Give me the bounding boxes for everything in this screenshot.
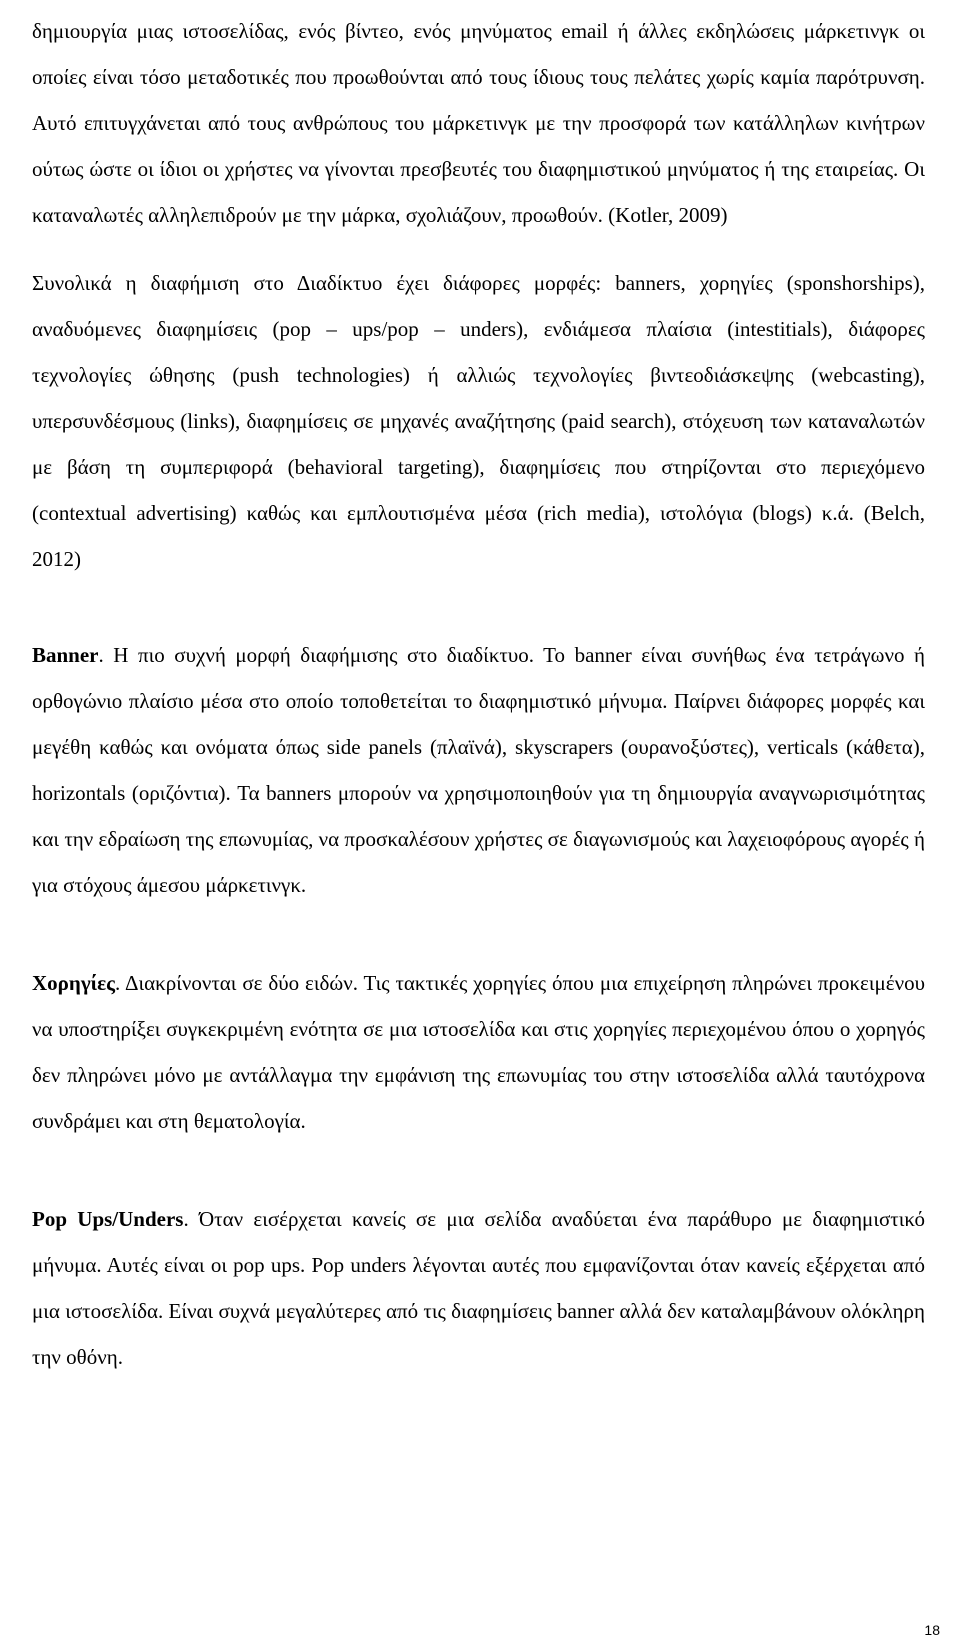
page-number: 18 — [924, 1622, 940, 1638]
document-body — [32, 8, 925, 1380]
paragraph-text: Συνολικά η διαφήμιση στο Διαδίκτυο έχει διάφορες μορφές: banners, χορηγίες (sponshorships), αναδυόμενες διαφημίσεις (pop – ups/pop – unders), ενδιάμεσα πλαίσια (intestitials), διάφορες τεχνολογίες ώθησης (push technologies) ή αλλιώς τεχνολογίες βιντεοδιάσκεψης (webcasting), υπερσυνδέσμους (links), διαφημίσεις σε μηχανές αναζήτησης (paid search), στόχευση των καταναλωτών με βάση τη συμπεριφορά (behavioral targeting), διαφημίσεις που στηρίζονται στο περιεχόμενο (contextual advertising) καθώς και εμπλουτισμένα μέσα (rich media), ιστολόγια (blogs) κ.ά. (Belch, 2012) — [32, 271, 925, 571]
paragraph-pop-ups-unders — [32, 1196, 925, 1380]
paragraph-text: . Η πιο συχνή μορφή διαφήμισης στο διαδίκτυο. Το banner είναι συνήθως ένα τετράγωνο ή ορθογώνιο πλαίσιο μέσα στο οποίο τοποθετείται το διαφημιστικό μήνυμα. Παίρνει διάφορες μορφές και μεγέθη καθώς και ονόματα όπως side panels (πλαϊνά), skyscrapers (ουρανοξύστες), verticals (κάθετα), horizontals (οριζόντια). Τα banners μπορούν να χρησιμοποιηθούν για τη δημιουργία αναγνωρισιμότητας και την εδραίωση της επωνυμίας, να προσκαλέσουν χρήστες σε διαγωνισμούς και λαχειοφόρους αγορές ή για στόχους άμεσου μάρκετινγκ. — [32, 643, 925, 897]
paragraph-banner — [32, 632, 925, 908]
term-heading: Χορηγίες — [32, 971, 115, 995]
paragraph-internet-advertising-forms — [32, 260, 925, 582]
paragraph-sponsorships — [32, 960, 925, 1144]
paragraph-viral-marketing — [32, 8, 925, 238]
paragraph-text: δημιουργία μιας ιστοσελίδας, ενός βίντεο, ενός μηνύματος email ή άλλες εκδηλώσεις μάρκετινγκ οι οποίες είναι τόσο μεταδοτικές που προωθούνται από τους ίδιους τους πελάτες χωρίς καμία παρότρυνση. Αυτό επιτυγχάνεται από τους ανθρώπους του μάρκετινγκ με την προσφορά των κατάλληλων κινήτρων ούτως ώστε οι ίδιοι οι χρήστες να γίνονται πρεσβευτές του διαφημιστικού μηνύματος ή της εταιρείας. Οι καταναλωτές αλληλεπιδρούν με την μάρκα, σχολιάζουν, προωθούν. (Kotler, 2009) — [32, 19, 925, 227]
term-heading: Banner — [32, 643, 99, 667]
term-heading: Pop Ups/Unders — [32, 1207, 184, 1231]
paragraph-text: . Διακρίνονται σε δύο ειδών. Τις τακτικές χορηγίες όπου μια επιχείρηση πληρώνει προκειμένου να υποστηρίξει συγκεκριμένη ενότητα σε μια ιστοσελίδα και στις χορηγίες περιεχομένου όπου ο χορηγός δεν πληρώνει μόνο με αντάλλαγμα την εμφάνιση της επωνυμίας του στην ιστοσελίδα αλλά ταυτόχρονα συνδράμει και στη θεματολογία. — [32, 971, 925, 1133]
paragraph-text: . Όταν εισέρχεται κανείς σε μια σελίδα αναδύεται ένα παράθυρο με διαφημιστικό μήνυμα. Αυτές είναι οι pop ups. Pop unders λέγονται αυτές που εμφανίζονται όταν κανείς εξέρχεται από μια ιστοσελίδα. Είναι συχνά μεγαλύτερες από τις διαφημίσεις banner αλλά δεν καταλαμβάνουν ολόκληρη την οθόνη. — [32, 1207, 925, 1369]
